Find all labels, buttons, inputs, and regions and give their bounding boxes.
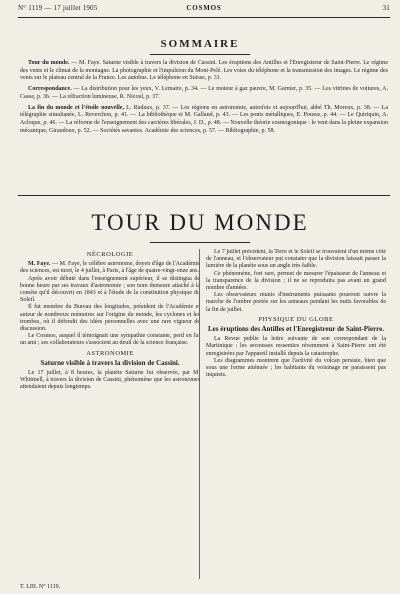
article-paragraph — [20, 304, 200, 333]
paragraph-text: Après avoir débuté dans l'enseignement supérieur, il se distingua de bonne heure par ses travaux d'astronomie ; son nom demeure attaché à la comète qu'il découvrit en 1843 et à l'étude de la constitution physique du Soleil. — [20, 275, 200, 304]
article-paragraph — [206, 336, 386, 358]
summary-title-rule — [150, 54, 250, 55]
column-divider — [199, 249, 200, 579]
summary-paragraph: La fin du monde et l'étoile nouvelle, L. Rudaux, p. 37. — Les régions en astronomie, autrefois et aujourd'hui, abbé Th. Moreux, p. 38. — La télégraphie simultanée, L. Reverchon, p. 41. — La bibliothèque et M. Galland, p. 43. — Les ponts métalliques, E. Pousse, p. 44. — Le Quiriquin, A. Acloque, p. 46. — La réforme de l'enseignement des carrières libérales, J. D., p. 48. — Nouvelle théorie cosmogonique : le vent dans la pleine expansion mécanique, Giraudoux, p. 52. — Sociétés savantes. Académie des sciences, p. 57. — Bibliographie, p. 58. — [20, 104, 388, 134]
right-column — [206, 249, 386, 379]
left-column — [20, 249, 200, 392]
article-paragraph — [206, 292, 386, 314]
article-paragraph — [20, 261, 200, 275]
headline-rule — [150, 242, 250, 243]
article-heading: Les éruptions des Antilles et l'Enregistreur de Saint-Pierre. — [207, 325, 385, 334]
article-heading: Saturne visible à travers la division de Cassini. — [40, 358, 180, 367]
section-heading: NÉCROLOGIE — [86, 251, 134, 258]
header-rule — [18, 17, 390, 18]
article-paragraph — [206, 271, 386, 293]
paragraph-text: Le 17 juillet, à 8 heures, la planète Saturne fut observée, par M. Whitmell, à travers la division de Cassini, phénomène que les astronomes attendaient depuis longtemps. — [20, 370, 200, 391]
summary-block — [20, 60, 388, 138]
paragraph-text: Les diagrammes montrent que l'activité du volcan persiste, bien que sous une forme atténuée ; les habitants du voisinage ne paraissent pas inquiets. — [206, 357, 386, 379]
section-headline: TOUR DU MONDE — [91, 210, 309, 235]
summary-paragraph: Correspondance. — La distribution pour les yeux, V. Lemaire, p. 34. — Le moteur à gaz pauvre, M. Garnier, p. 35. — Les vitrines de voitures, A. Casse, p. 36. — La réfraction lumineuse, R. Nicoul, p. 37. — [20, 86, 388, 100]
article-paragraph — [20, 370, 200, 392]
footer-signature: T. LIII. N° 1119. — [20, 584, 61, 590]
section-heading: ASTRONOMIE — [86, 349, 134, 357]
article-paragraph — [20, 333, 200, 347]
article-paragraph — [206, 358, 386, 380]
section-heading: PHYSIQUE DU GLOBE — [258, 315, 334, 323]
running-head — [18, 4, 390, 15]
issue-number: N° 1119 — 17 juillet 1905 — [18, 4, 98, 12]
paragraph-lead: M. Faye. — [28, 261, 51, 268]
paragraph-text: La Revue publie la lettre suivante de son correspondant de la Martinique : les secousses ressenties récemment à Saint-Pierre ont été enregistrées par l'appareil installé depuis la catastrophe. — [206, 336, 386, 357]
paragraph-text: Il fut membre du Bureau des longitudes, président de l'Académie et auteur de nombreux mémoires sur l'origine du monde, les cyclones et les trombes, où il défendit des idées personnelles avec une rare vigueur de discussion. — [20, 304, 200, 333]
article-paragraph — [206, 249, 386, 271]
paragraph-text: Le 7 juillet précédent, la Terre et le Soleil se trouvaient d'un même côté de l'anneau, et l'observateur put constater que la division laissait passer la lumière de la planète sous un angle très faible. — [206, 249, 386, 270]
summary-title: SOMMAIRE — [160, 38, 240, 50]
summary-paragraph: Tour du monde. — M. Faye. Saturne visible à travers la division de Cassini. Les éruptions des Antilles et l'Enregistreur de Saint-Pierre. Le régime des vents et le climat de la montagne. La photographie et l'impulsion du Mont-Pelé. Les voies du téléphone et la transmission des images. Le régime des vents sur le plateau central de la France. Les autobus. Le téléphone en Suisse, p. 31. — [20, 60, 388, 82]
paragraph-text: Le Cosmos, auquel il témoignait une sympathie constante, perd en lui un ami ; ses collaborateurs s'associent au deuil de la science française. — [20, 333, 200, 347]
paragraph-text: — M. Faye, le célèbre astronome, doyen d'âge de l'Académie des sciences, est mort, le 4 juillet, à Paris, à l'âge de quatre-vingt-onze ans. — [20, 261, 200, 275]
article-paragraph — [20, 276, 200, 305]
paragraph-text: Ce phénomène, fort rare, permet de mesurer l'épaisseur de l'anneau et la transparence de la division ; il ne se reproduira pas avant un grand nombre d'années. — [206, 270, 386, 292]
page-number: 31 — [382, 4, 390, 12]
journal-name: COSMOS — [186, 4, 222, 12]
summary-bottom-rule — [18, 195, 390, 196]
paragraph-text: Les observateurs munis d'instruments puissants pourront suivre la marche de l'ombre portée sur les anneaux pendant les nuits favorables de la fin de juillet. — [206, 292, 386, 313]
